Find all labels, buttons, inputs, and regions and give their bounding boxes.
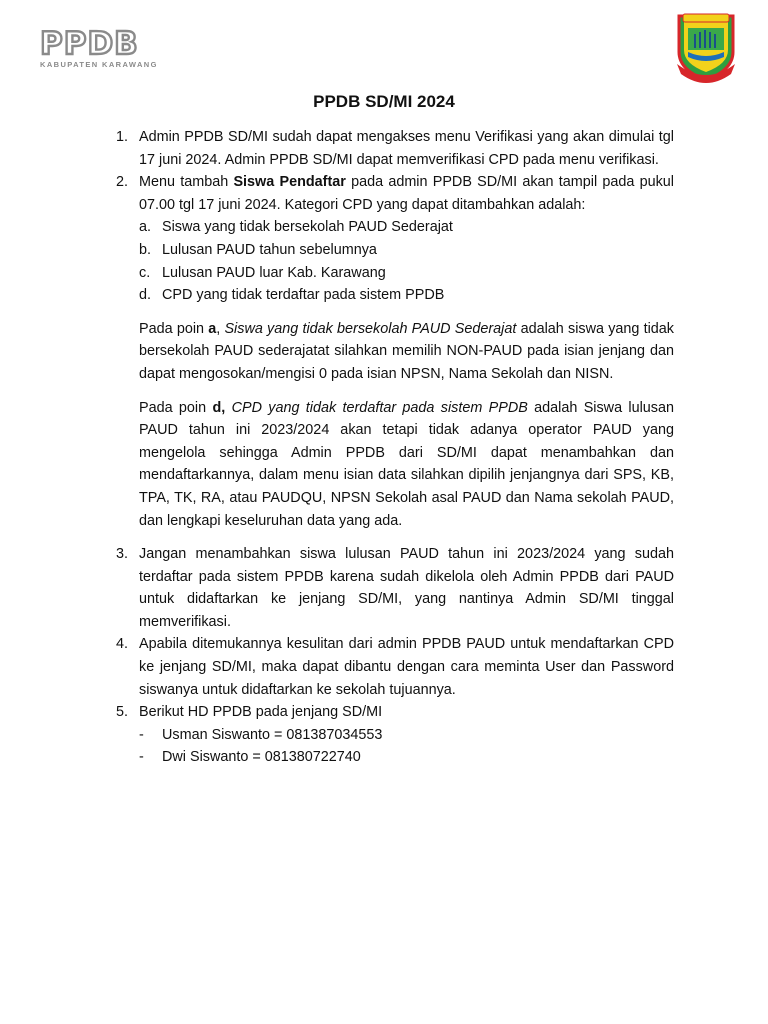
list-item-text: Berikut HD PPDB pada jenjang SD/MI	[139, 704, 383, 721]
bold-term: Siswa Pendaftar	[233, 174, 346, 191]
contact-text: Dwi Siswanto = 081380722740	[162, 749, 361, 766]
sub-item-text: Lulusan PAUD tahun sebelumnya	[162, 241, 377, 258]
text-run: Menu tambah	[139, 174, 234, 191]
sub-marker: a.	[139, 219, 152, 236]
list-item-2	[116, 171, 674, 532]
sub-marker: b.	[139, 241, 152, 258]
sub-marker: d.	[139, 287, 152, 304]
contact-item	[139, 746, 674, 769]
dash-marker: -	[139, 749, 144, 766]
explanation-paragraph-d	[139, 397, 674, 533]
bold-term: a	[208, 320, 217, 337]
list-number: 2.	[116, 174, 129, 191]
italic-term: Siswa yang tidak bersekolah PAUD Sederajat	[224, 320, 517, 337]
ppdb-logo-text: PPDB	[40, 28, 139, 58]
sub-item-text: Lulusan PAUD luar Kab. Karawang	[162, 264, 386, 281]
bold-term: d,	[212, 399, 226, 416]
sub-item-b	[139, 239, 674, 262]
sub-marker: c.	[139, 264, 151, 281]
list-item-1	[116, 126, 674, 171]
sub-item-text: Siswa yang tidak bersekolah PAUD Sederajat	[162, 219, 453, 236]
list-number: 4.	[116, 636, 129, 653]
list-item-text: Jangan menambahkan siswa lulusan PAUD tahun ini 2023/2024 yang sudah terdaftar pada sistem PPDB karena sudah dikelola oleh Admin PPDB dari PAUD untuk didaftarkan ke jenjang SD/MI, yang nantinya Admin SD/MI tinggal memverifikasi.	[139, 546, 674, 630]
text-run: Pada poin	[139, 399, 213, 416]
dash-marker: -	[139, 726, 144, 743]
list-item-5	[116, 701, 674, 769]
list-item-text	[139, 171, 674, 216]
list-item-text: Apabila ditemukannya kesulitan dari admin PPDB PAUD untuk mendaftarkan CPD ke jenjang SD/MI, maka dapat dibantu dengan cara meminta User dan Password siswanya untuk didaftarkan ke sekolah tujuannya.	[139, 636, 674, 698]
regional-crest-icon	[675, 12, 737, 84]
text-run: adalah siswa yang tidak bersekolah PAUD sederajatat silahkan memilih NON-PAUD pada isian jenjang dan dapat mengosokan/mengisi 0 pada isian NPSN, Nama Sekolah dan NISN.	[139, 320, 675, 382]
sub-item-c	[139, 262, 674, 285]
contact-item	[139, 724, 674, 747]
text-run: adalah Siswa lulusan PAUD tahun ini 2023/2024 akan tetapi tidak adanya operator PAUD yang mengelola sehingga Admin PPDB dari SD/MI dapat menambahkan dan mendaftarkannya, dalam menu isian data silahkan dipilih jenjangnya dari SPS, KB, TPA, TK, RA, atau PAUDQU, NPSN Sekolah asal PAUD dan Nama sekolah PAUD, dan lengkapi keseluruhan data yang ada.	[139, 399, 674, 529]
text-run: Pada poin	[139, 320, 209, 337]
logo-subtitle: KABUPATEN KARAWANG	[40, 60, 158, 69]
list-number: 1.	[116, 129, 129, 145]
text-run: pada admin PPDB SD/MI akan tampil pada pukul 07.00 tgl 17 juni 2024. Kategori CPD yang dapat ditambahkan adalah:	[139, 174, 675, 213]
sub-item-a	[139, 216, 674, 239]
page-title: PPDB SD/MI 2024	[313, 92, 455, 111]
text-run: ,	[216, 320, 225, 337]
list-item-3	[116, 543, 674, 633]
explanation-paragraph-a	[139, 318, 674, 386]
document-body	[116, 126, 674, 769]
list-number: 3.	[116, 546, 129, 563]
sub-item-text: CPD yang tidak terdaftar pada sistem PPDB	[162, 287, 445, 304]
ppdb-logo-mark	[40, 28, 160, 58]
list-number: 5.	[116, 704, 129, 721]
ppdb-logo	[40, 28, 162, 69]
document-header	[0, 0, 768, 95]
italic-term: CPD yang tidak terdaftar pada sistem PPDB	[231, 399, 528, 416]
sub-item-d	[139, 284, 674, 307]
contact-text: Usman Siswanto = 081387034553	[162, 726, 383, 743]
list-item-4	[116, 633, 674, 701]
list-item-text: Admin PPDB SD/MI sudah dapat mengakses menu Verifikasi yang akan dimulai tgl 17 juni 2024. Admin PPDB SD/MI dapat memverifikasi CPD pada menu verifikasi.	[139, 129, 674, 168]
